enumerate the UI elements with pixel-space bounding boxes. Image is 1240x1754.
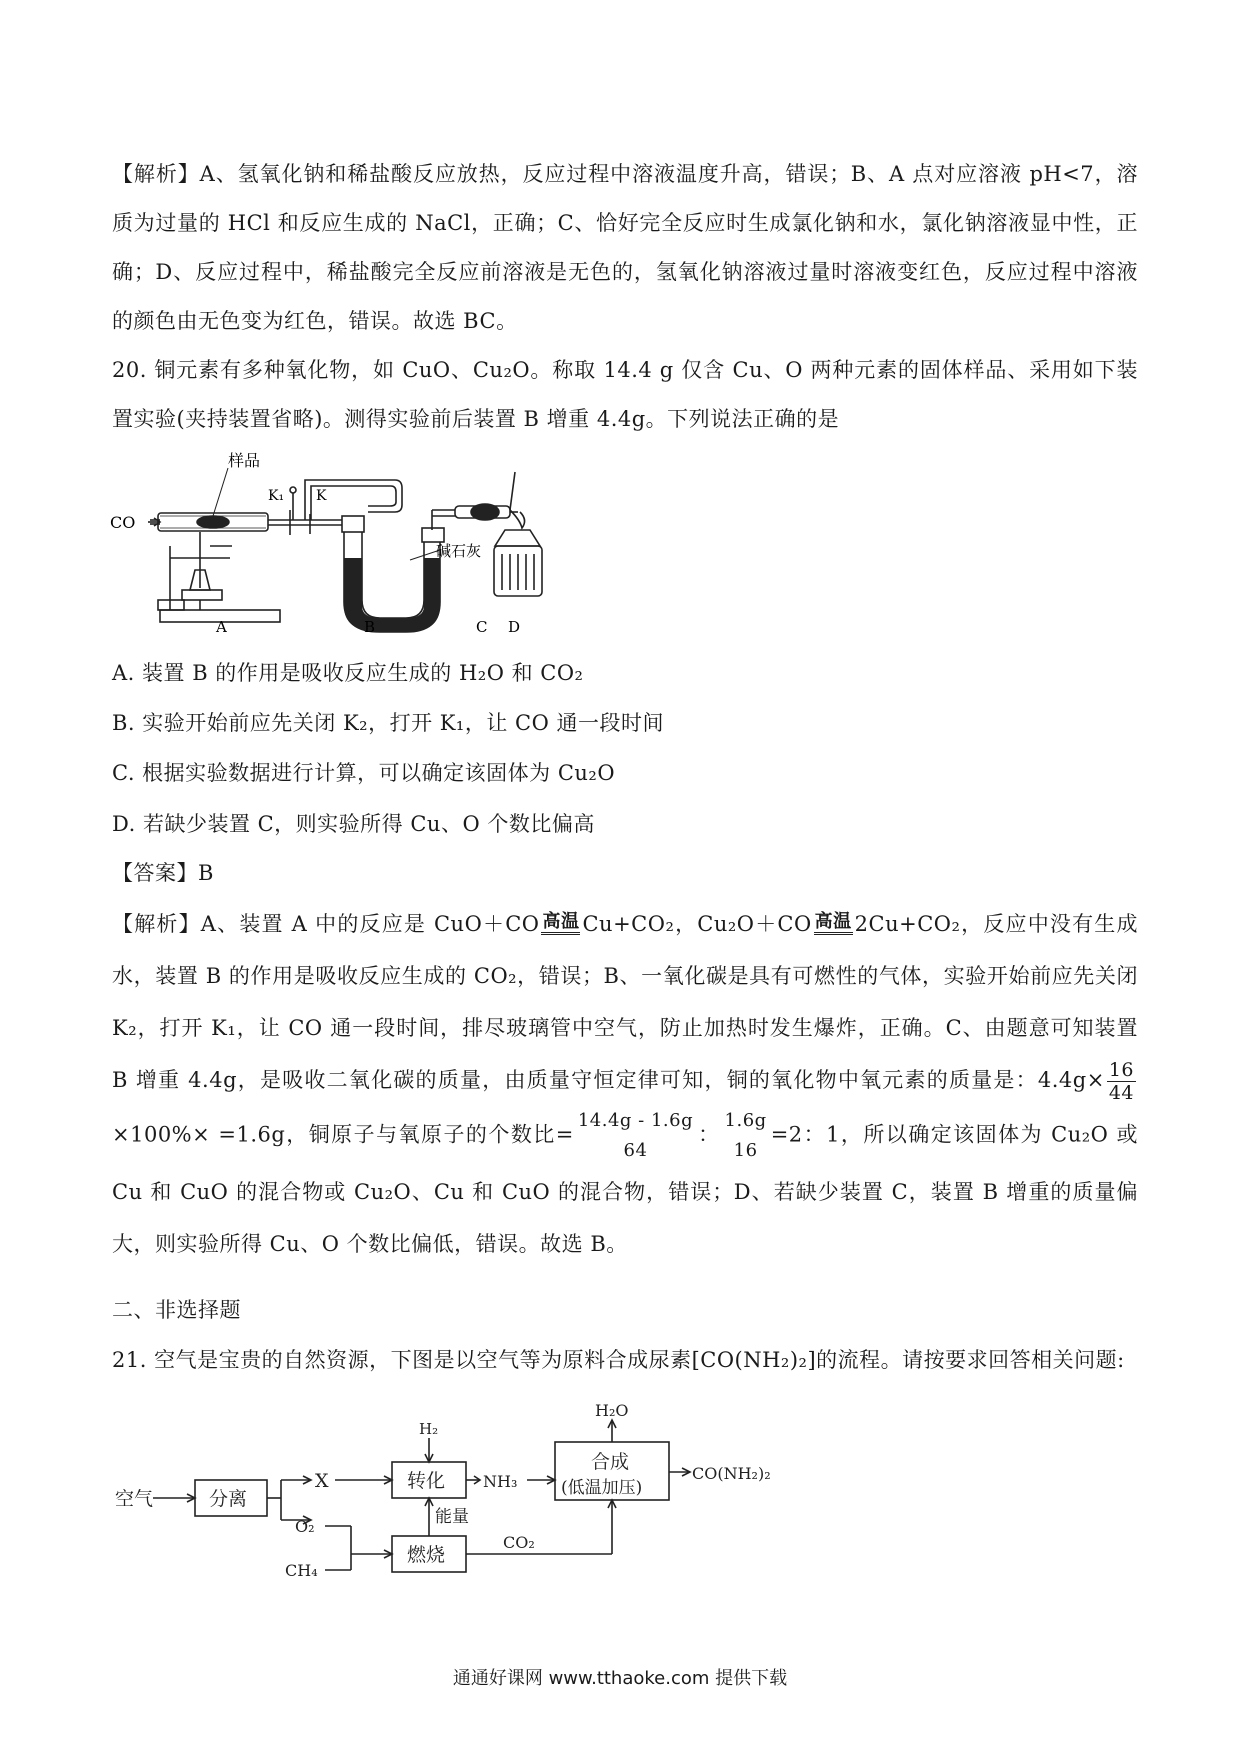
analysis-text-5: =2：1，所以确定该固体为 Cu₂O 或 Cu 和 CuO 的混合物或 Cu₂O、Cu 和 CuO 的混合物，错误；D、若缺少装置 C，装置 B 增重的质量偏大，则实验所得 Cu、O 个数比偏低，错误。故选 B。 xyxy=(112,1122,1138,1256)
label-c: C xyxy=(476,618,488,635)
label-a: A xyxy=(216,618,227,635)
q19-analysis: 【解析】A、氢氧化钠和稀盐酸反应放热，反应过程中溶液温度升高，错误；B、A 点对应溶液 pH<7，溶质为过量的 HCl 和反应生成的 NaCl，正确；C、恰好完全反应时生成氯化钠和水，氯化钠溶液显中性，正确；D、反应过程中，稀盐酸完全反应前溶液是无色的，氢氧化钠溶液过量时溶液变红色，反应过程中溶液的颜色由无色变为红色，错误。故选 BC。 xyxy=(112,162,1138,333)
flow-air: 空气 xyxy=(115,1488,154,1510)
flowchart xyxy=(115,1398,795,1580)
section-heading: 二、非选择题 xyxy=(112,1298,241,1322)
q20-answer: 【答案】B xyxy=(112,861,214,885)
fraction-numerator: 1.6g xyxy=(724,1110,767,1131)
flow-convert: 转化 xyxy=(407,1470,446,1492)
fraction-o-ratio xyxy=(725,1106,767,1166)
flow-energy: 能量 xyxy=(435,1507,469,1527)
flow-synthesis-condition: (低温加压) xyxy=(561,1478,643,1498)
label-soda-lime: 碱石灰 xyxy=(436,542,482,560)
analysis-text-4: ×100%× =1.6g，铜原子与氧原子的个数比= xyxy=(112,1122,574,1147)
fraction-16-44 xyxy=(1107,1059,1136,1104)
analysis-text-1: 【解析】A、装置 A 中的反应是 CuO＋CO xyxy=(112,912,540,936)
fraction-numerator: 16 xyxy=(1108,1059,1134,1081)
flow-nh3: NH₃ xyxy=(483,1472,518,1491)
flow-o2: O₂ xyxy=(295,1517,315,1536)
label-sample: 样品 xyxy=(228,451,261,470)
q20-option-c: C. 根据实验数据进行计算，可以确定该固体为 Cu₂O xyxy=(112,761,616,785)
flow-separate: 分离 xyxy=(209,1488,248,1510)
page-footer: 通通好课网 www.tthaoke.com 提供下载 xyxy=(452,1668,788,1689)
label-co: CO xyxy=(110,513,136,532)
flow-synthesis: 合成 xyxy=(591,1451,630,1473)
label-b: B xyxy=(364,618,376,635)
apparatus-figure xyxy=(110,450,600,635)
flow-h2o: H₂O xyxy=(595,1401,629,1420)
q20-option-d: D. 若缺少装置 C，则实验所得 Cu、O 个数比偏高 xyxy=(112,812,595,836)
flow-burn: 燃烧 xyxy=(407,1544,446,1566)
label-k2: K xyxy=(316,488,327,504)
flow-urea: CO(NH₂)₂ xyxy=(692,1464,771,1483)
gaowen-condition-2: 高温 xyxy=(814,912,853,935)
ratio-colon: ： xyxy=(697,1122,721,1147)
gaowen-condition-1: 高温 xyxy=(541,912,580,935)
q20-stem: 20. 铜元素有多种氧化物，如 CuO、Cu₂O。称取 14.4 g 仅含 Cu、O 两种元素的固体样品、采用如下装置实验(夹持装置省略)。测得实验前后装置 B 增重 4.4g。下列说法正确的是 xyxy=(112,358,1138,431)
label-d: D xyxy=(508,618,521,635)
flow-h2: H₂ xyxy=(419,1420,439,1438)
fraction-denominator: 44 xyxy=(1108,1082,1134,1104)
q20-option-b: B. 实验开始前应先关闭 K₂，打开 K₁，让 CO 通一段时间 xyxy=(112,711,664,735)
flow-x: X xyxy=(315,1470,329,1492)
fraction-cu-ratio xyxy=(578,1106,693,1166)
fraction-denominator: 16 xyxy=(733,1140,758,1161)
q21-stem: 21. 空气是宝贵的自然资源，下图是以空气等为原料合成尿素[CO(NH₂)₂]的流程。请按要求回答相关问题: xyxy=(112,1348,1125,1372)
q20-analysis xyxy=(112,898,1138,1270)
fraction-numerator: 14.4g - 1.6g xyxy=(577,1110,694,1131)
q20-option-a: A. 装置 B 的作用是吸收反应生成的 H₂O 和 CO₂ xyxy=(112,661,584,685)
analysis-text-3: 2Cu+CO₂，反应中没有生成水，装置 B 的作用是吸收反应生成的 CO₂，错误；B、一氧化碳是具有可燃性的气体，实验开始前应先关闭 K₂，打开 K₁，让 CO 通一段时间，排尽玻璃管中空气，防止加热时发生爆炸，正确。C、由题意可知装置 B 增重 4.4g，是吸收二氧化碳的质量，由质量守恒定律可知，铜的氧化物中氧元素的质量是：4.4g× xyxy=(112,912,1138,1092)
flow-ch4: CH₄ xyxy=(285,1561,318,1580)
analysis-text-2: Cu+CO₂，Cu₂O＋CO xyxy=(582,912,812,936)
label-k1: K₁ xyxy=(268,488,285,504)
flow-co2: CO₂ xyxy=(503,1533,535,1552)
fraction-denominator: 64 xyxy=(623,1140,648,1161)
